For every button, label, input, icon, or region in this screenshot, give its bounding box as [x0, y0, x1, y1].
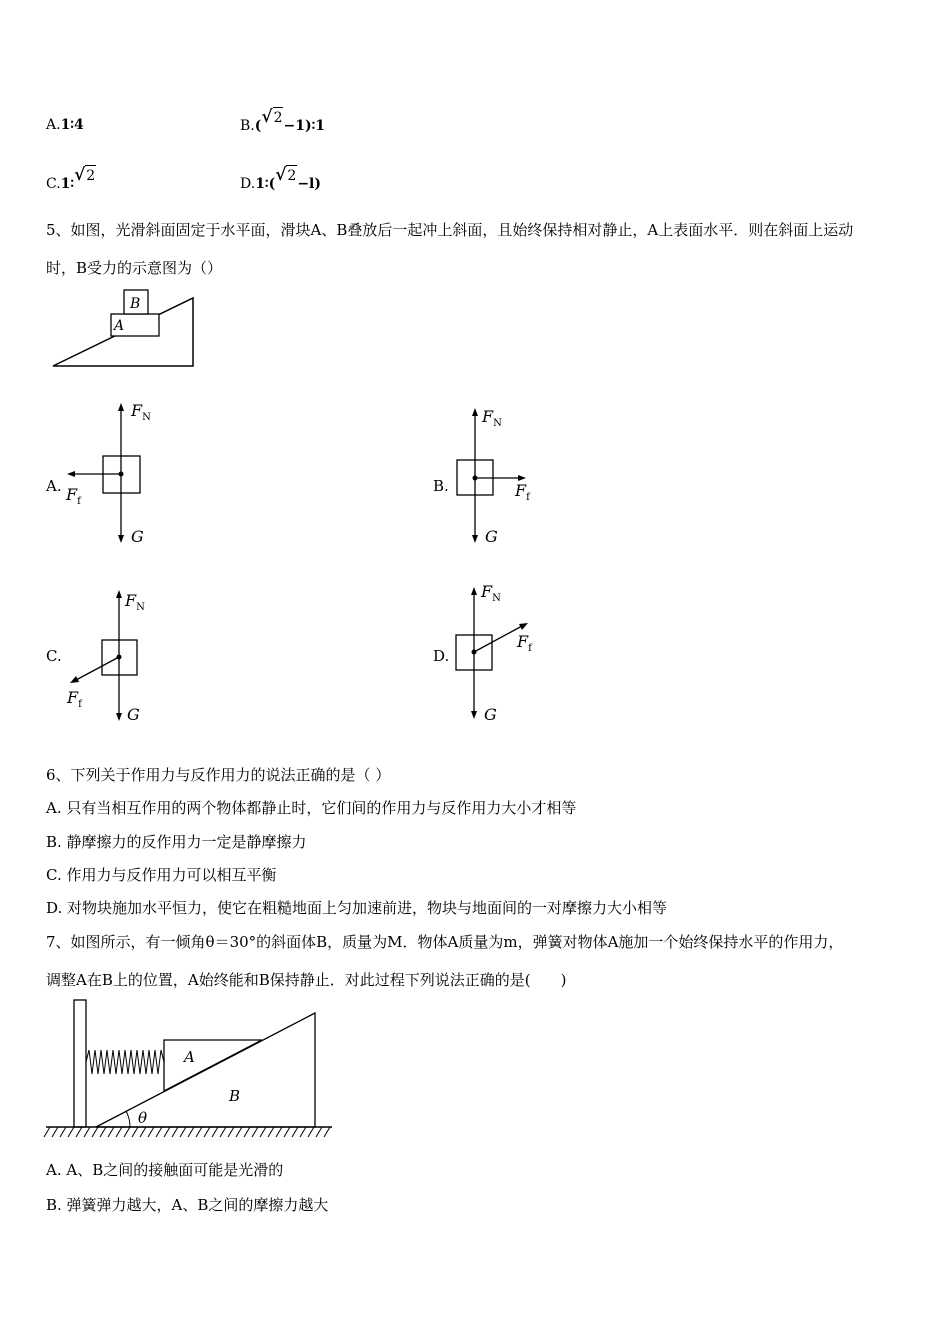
q4-option-c-label: C. — [46, 176, 61, 192]
g-label: G — [484, 705, 497, 724]
q7-block-a-label: A — [184, 1048, 195, 1066]
ff-label: $F_f$ — [515, 481, 530, 503]
q7-angle-label: θ — [138, 1109, 148, 1127]
q5-option-a-label: A. — [46, 477, 62, 495]
q5-block-a-label: A — [114, 318, 125, 334]
q7-option-a: A. A、B之间的接触面可能是光滑的 — [46, 1161, 284, 1179]
q5-stem-line2: 时，B受力的示意图为（） — [46, 259, 223, 277]
q4-option-b-rest: −1)∶1 — [283, 118, 325, 134]
g-label: G — [485, 527, 498, 546]
q7-block-b-label: B — [229, 1087, 241, 1105]
q6-option-b: B. 静摩擦力的反作用力一定是静摩擦力 — [46, 833, 307, 851]
q5-option-b-label: B. — [433, 477, 449, 495]
fn-label: $F_N$ — [482, 407, 502, 429]
q6-option-a: A. 只有当相互作用的两个物体都静止时，它们间的作用力与反作用力大小才相等 — [46, 799, 577, 817]
q5-block-b-label: B — [130, 296, 141, 312]
q7-angle-arc — [126, 1111, 130, 1127]
q4-option-a-label: A. — [46, 117, 61, 133]
q4-option-b-sqrt: 2 — [273, 107, 284, 128]
g-label: G — [131, 527, 144, 546]
q4-option-d-rest: −l) — [297, 176, 321, 192]
q7-stem-line1: 7、如图所示，有一倾角θ＝30°的斜面体B，质量为M．物体A质量为m，弹簧对物体A施加一个始终保持水平的作用力， — [46, 933, 844, 951]
fn-label: $F_N$ — [125, 591, 145, 613]
q5-option-d-label: D. — [433, 647, 450, 665]
q4-option-c-sqrt: 2 — [85, 165, 96, 186]
q5-stem-line1: 5、如图，光滑斜面固定于水平面，滑块A、B叠放后一起冲上斜面，且始终保持相对静止，A上表面水平．则在斜面上运动 — [46, 221, 854, 239]
fn-label: $F_N$ — [131, 401, 151, 423]
q4-option-b-label: B. — [240, 118, 255, 134]
q7-stem-line2: 调整A在B上的位置，A始终能和B保持静止．对此过程下列说法正确的是( ) — [46, 971, 567, 989]
q5-option-c-label: C. — [46, 647, 62, 665]
q4-option-d-sqrt: 2 — [286, 165, 297, 186]
q6-stem: 6、下列关于作用力与反作用力的说法正确的是（ ） — [46, 766, 391, 784]
ff-label: $F_f$ — [66, 485, 81, 507]
q4-option-c-text: 1∶ — [60, 176, 75, 192]
sqrt-symbol: √2 — [275, 165, 297, 185]
fn-label: $F_N$ — [481, 582, 501, 604]
q4-option-d-label: D. — [240, 176, 256, 192]
ff-label: $F_f$ — [517, 632, 532, 654]
q7-ground-hatch — [44, 1127, 330, 1137]
q7-block-a — [164, 1040, 262, 1091]
q7-option-b: B. 弹簧弹力越大，A、B之间的摩擦力越大 — [46, 1196, 329, 1214]
q7-spring — [86, 1050, 164, 1074]
sqrt-symbol: √2 — [261, 107, 283, 127]
g-label: G — [127, 705, 140, 724]
q7-wall — [74, 1000, 86, 1127]
q4-option-d-text: 1∶( — [255, 176, 276, 192]
q4-option-a-text: 1∶4 — [60, 117, 84, 133]
ff-label: $F_f$ — [67, 688, 82, 710]
sqrt-symbol: √2 — [74, 165, 96, 185]
q6-option-d: D. 对物块施加水平恒力，使它在粗糙地面上匀加速前进，物块与地面间的一对摩擦力大小相等 — [46, 899, 668, 917]
q6-option-c: C. 作用力与反作用力可以相互平衡 — [46, 866, 277, 884]
q4-option-b-open: ( — [254, 118, 262, 134]
